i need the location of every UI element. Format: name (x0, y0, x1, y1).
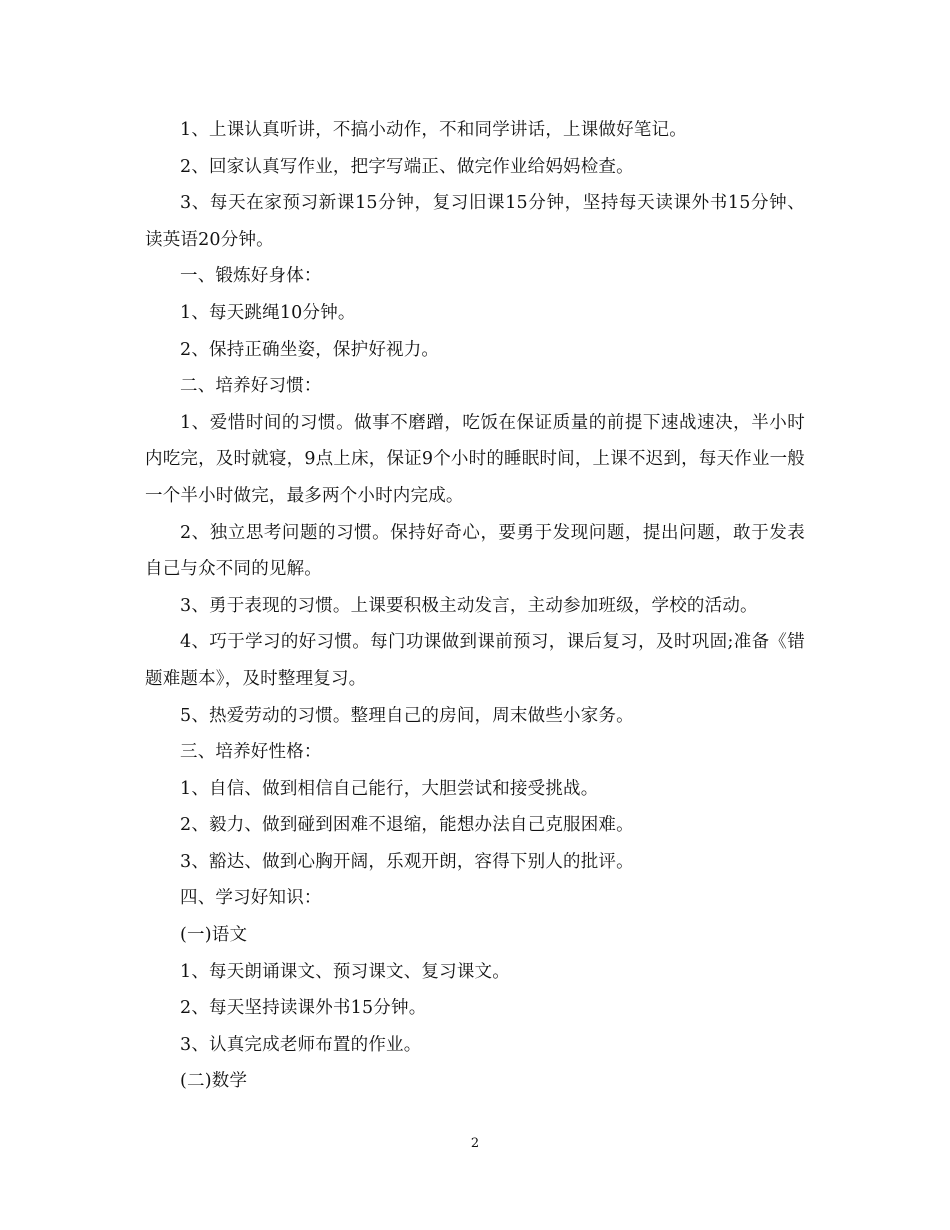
paragraph: 2、回家认真写作业，把字写端正、做完作业给妈妈检查。 (180, 156, 634, 177)
paragraph: 2、毅力、做到碰到困难不退缩，能想办法自己克服困难。 (180, 815, 634, 836)
paragraph: 2、独立思考问题的习惯。保持好奇心，要勇于发现问题，提出问题，敢于发表自己与众不同的见解。 (145, 522, 805, 580)
paragraph: 3、勇于表现的习惯。上课要积极主动发言，主动参加班级，学校的活动。 (180, 595, 758, 616)
paragraph: 1、爱惜时间的习惯。做事不磨蹭，吃饭在保证质量的前提下速战速决，半小时内吃完，及时就寝，9点上床，保证9个小时的睡眠时间，上课不迟到，每天作业一般一个半小时做完，最多两个小时内完成。 (145, 412, 805, 506)
paragraph: 1、上课认真听讲，不搞小动作，不和同学讲话，上课做好笔记。 (180, 120, 687, 140)
paragraph: 3、认真完成老师布置的作业。 (180, 1034, 422, 1055)
section-heading: 一、锻炼好身体： (180, 266, 322, 287)
section-heading: 四、学习好知识： (180, 888, 322, 909)
subsection-heading: (一)语文 (180, 925, 248, 946)
page-number: 2 (470, 1136, 480, 1151)
paragraph: 1、每天跳绳10分钟。 (180, 302, 356, 323)
paragraph: 3、豁达、做到心胸开阔，乐观开朗，容得下别人的批评。 (180, 851, 634, 872)
paragraph: 5、热爱劳动的习惯。整理自己的房间，周末做些小家务。 (180, 705, 634, 726)
section-heading: 二、培养好习惯： (180, 376, 322, 397)
section-heading: 三、培养好性格： (180, 742, 322, 763)
paragraph: 2、每天坚持读课外书15分钟。 (180, 998, 427, 1019)
subsection-heading: (二)数学 (180, 1071, 248, 1092)
paragraph: 1、自信、做到相信自己能行，大胆尝试和接受挑战。 (180, 778, 599, 799)
paragraph: 3、每天在家预习新课15分钟，复习旧课15分钟，坚持每天读课外书15分钟、读英语20分钟。 (145, 193, 805, 250)
paragraph: 1、每天朗诵课文、预习课文、复习课文。 (180, 961, 510, 982)
document-body (145, 112, 805, 1100)
paragraph: 4、巧于学习的好习惯。每门功课做到课前预习，课后复习，及时巩固;准备《错题难题本》，及时整理复习。 (145, 632, 805, 689)
paragraph: 2、保持正确坐姿，保护好视力。 (180, 339, 440, 360)
